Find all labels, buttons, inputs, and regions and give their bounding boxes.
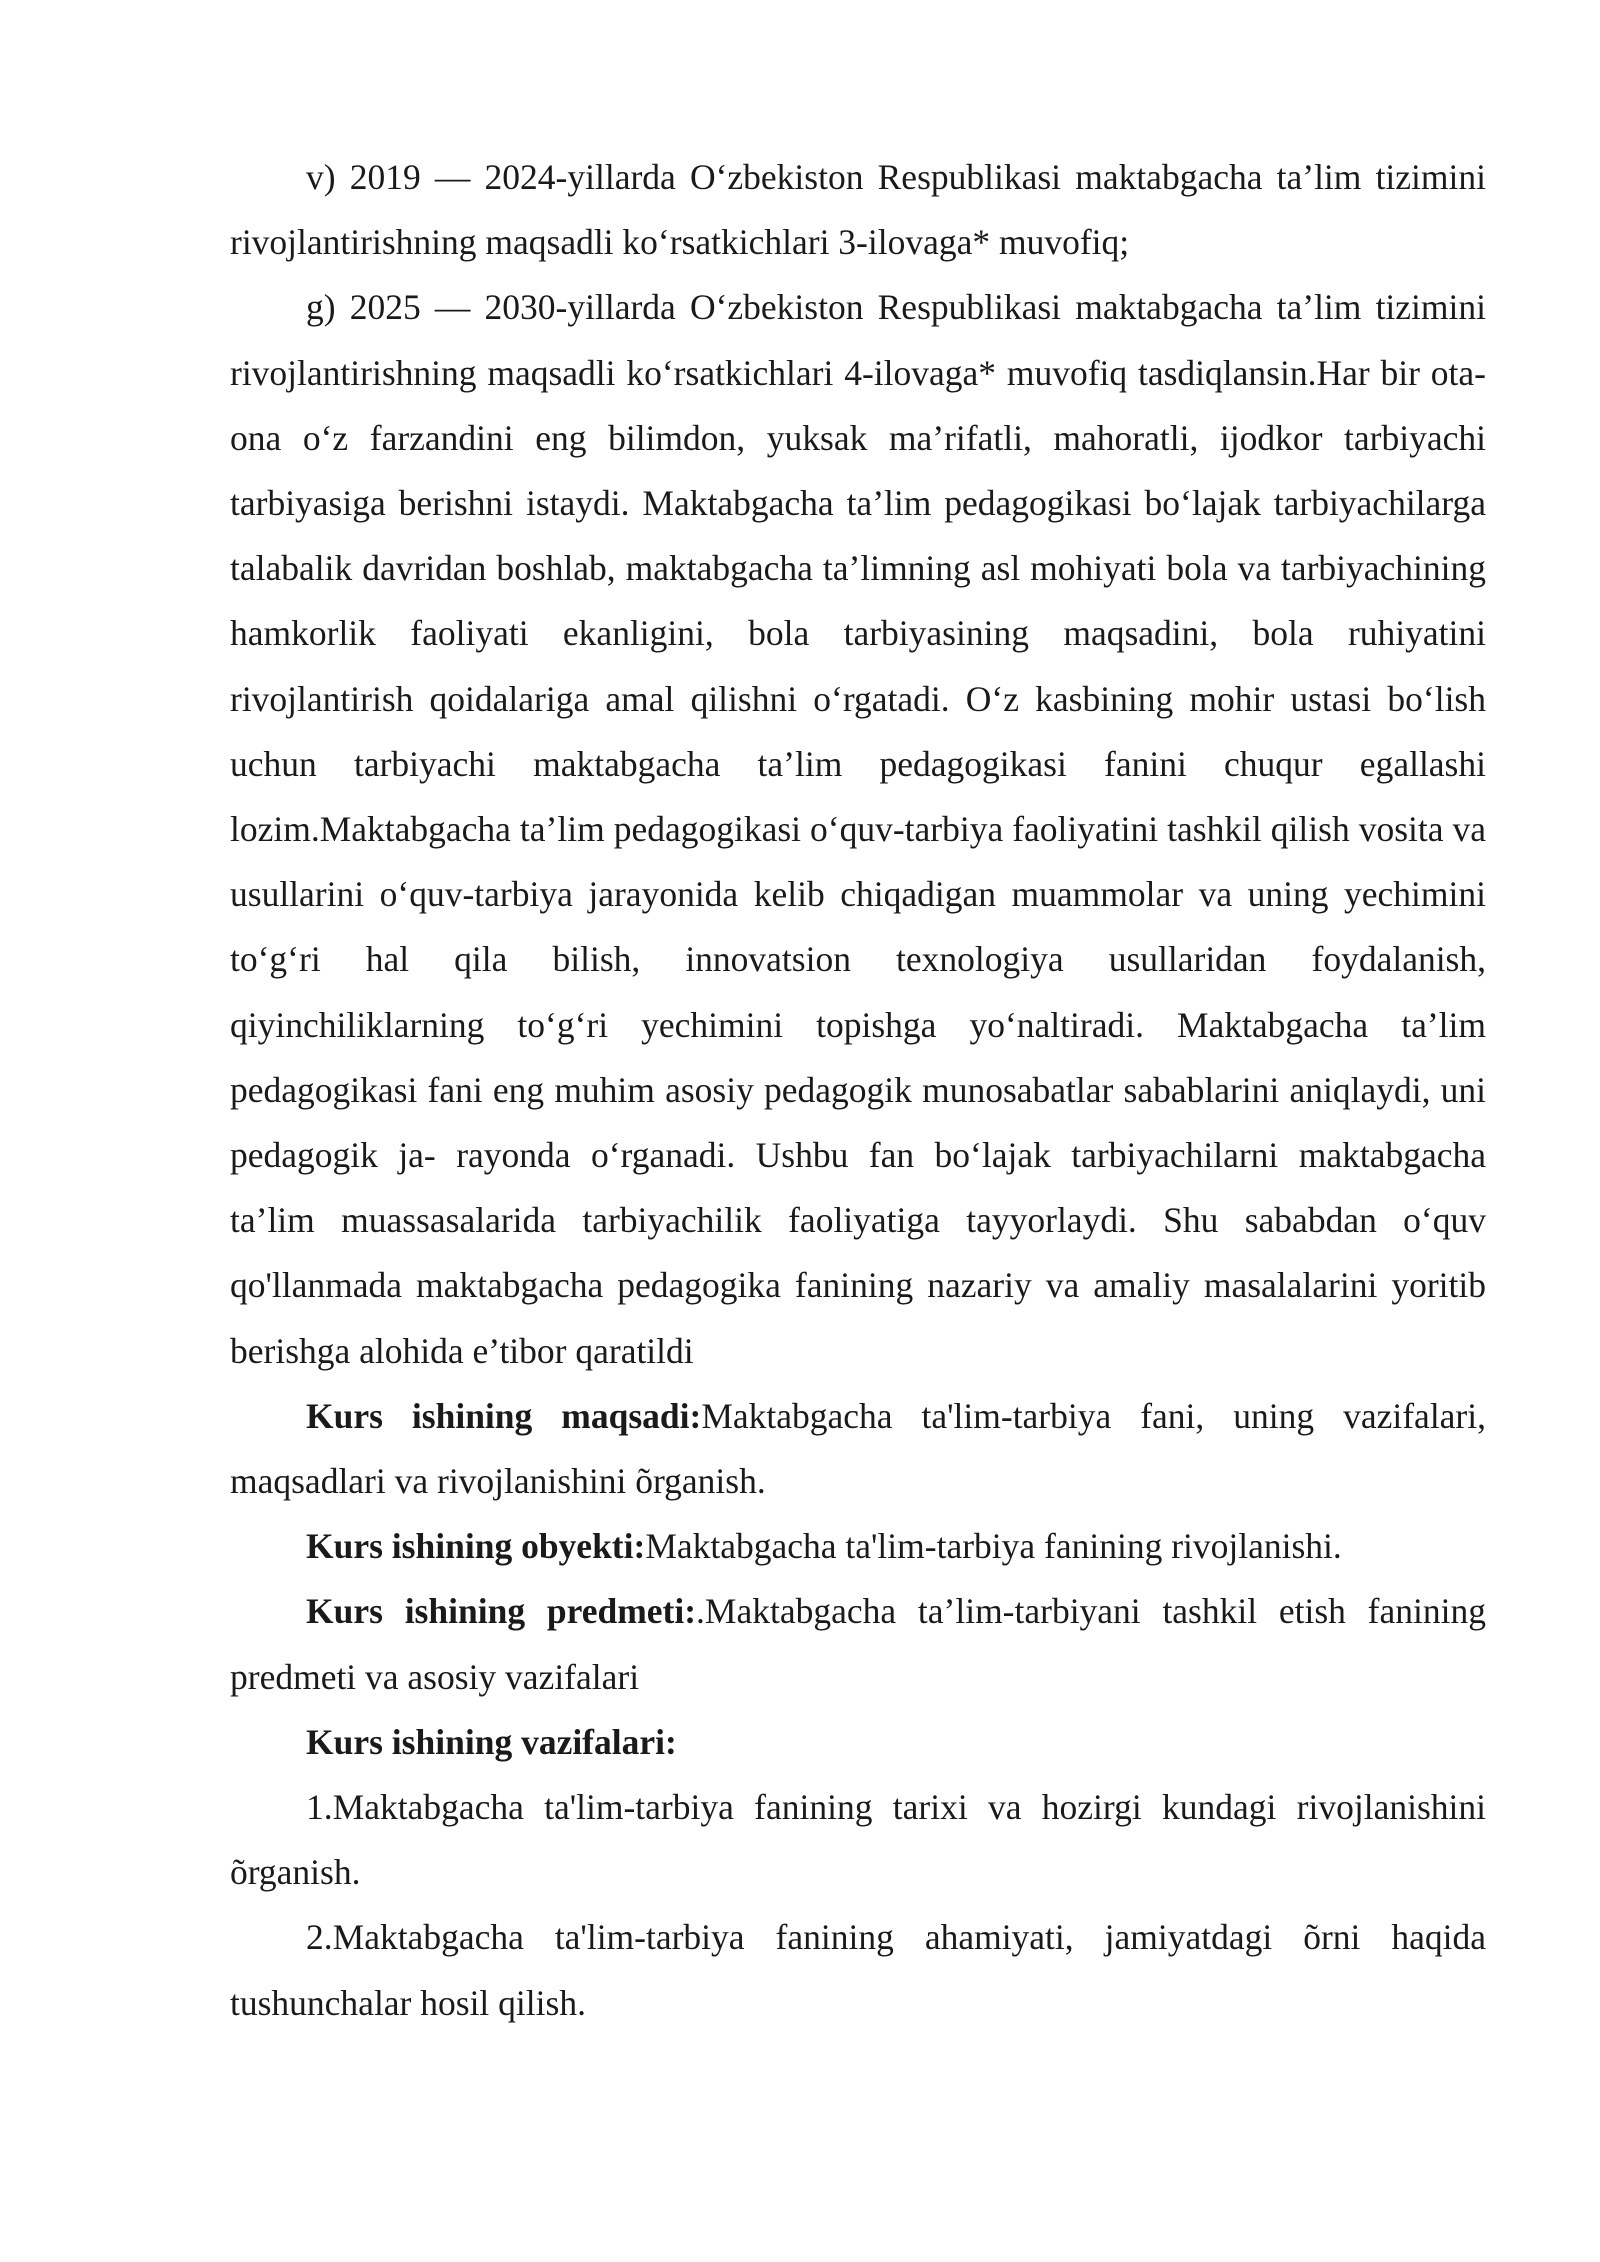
paragraph-vazifalari xyxy=(230,1710,1486,1775)
paragraph-maqsadi xyxy=(230,1384,1486,1514)
vazifalari-label: Kurs ishining vazifalari: xyxy=(306,1721,677,1762)
paragraph-v: v) 2019 — 2024-yillarda O‘zbekiston Respublikasi maktabgacha ta’lim tizimini rivojlantirishning maqsadli ko‘rsatkichlari 3-ilovaga* muvofiq; xyxy=(230,157,1486,263)
paragraph-predmeti xyxy=(230,1579,1486,1709)
document-page xyxy=(230,145,1486,2036)
task-item-1: 1.Maktabgacha ta'lim-tarbiya fanining tarixi va hozirgi kundagi rivojlanishini õrganish. xyxy=(230,1787,1486,1893)
task-item-2: 2.Maktabgacha ta'lim-tarbiya fanining ahamiyati, jamiyatdagi õrni haqida tushunchalar hosil qilish. xyxy=(230,1917,1486,2023)
predmeti-text: .Maktabgacha ta’lim-tarbiyani tashkil etish fanining predmeti va asosiy vazifalari xyxy=(230,1591,1486,1697)
maqsadi-label: Kurs ishining maqsadi: xyxy=(306,1395,702,1436)
predmeti-label: Kurs ishining predmeti: xyxy=(306,1591,697,1632)
paragraph-g: g) 2025 — 2030-yillarda O‘zbekiston Respublikasi maktabgacha ta’lim tizimini rivojlantirishning maqsadli ko‘rsatkichlari 4-ilovaga* muvofiq tasdiqlansin.Har bir ota-ona o‘z farzandini eng bilimdon, yuksak ma’rifatli, mahoratli, ijodkor tarbiyachi tarbiyasiga berishni istaydi. Maktabgacha ta’lim pedagogikasi bo‘lajak tarbiyachilarga talabalik davridan boshlab, maktabgacha ta’limning asl mohiyati bola va tarbiyachining hamkorlik faoliyati ekanligini, bola tarbiyasining maqsadini, bola ruhiyatini rivojlantirish qoidalariga amal qilishni o‘rgatadi. O‘z kasbining mohir ustasi bo‘lish uchun tarbiyachi maktabgacha ta’lim pedagogikasi fanini chuqur egallashi lozim.Maktabgacha ta’lim pedagogikasi o‘quv-tarbiya faoliyatini tashkil qilish vosita va usullarini o‘quv-tarbiya jarayonida kelib chiqadigan muammolar va uning yechimini to‘g‘ri hal qila bilish, innovatsion texnologiya usullaridan foydalanish, qiyinchiliklarning to‘g‘ri yechimini topishga yo‘naltiradi. Maktabgacha ta’lim pedagogikasi fani eng muhim asosiy pedagogik munosabatlar sabablarini aniqlaydi, uni pedagogik ja- rayonda o‘rganadi. Ushbu fan bo‘lajak tarbiyachilarni maktabgacha ta’lim muassasalarida tarbiyachilik faoliyatiga tayyorlaydi. Shu sababdan o‘quv qo'llanmada maktabgacha pedagogika fanining nazariy va amaliy masalalarini yoritib berishga alohida e’tibor qaratildi xyxy=(230,287,1486,1371)
obyekti-text: Maktabgacha ta'lim-tarbiya fanining rivojlanishi. xyxy=(645,1526,1342,1567)
obyekti-label: Kurs ishining obyekti: xyxy=(306,1526,646,1567)
maqsadi-text: Maktabgacha ta'lim-tarbiya fani, uning vazifalari, maqsadlari va rivojlanishini õrganish. xyxy=(230,1395,1486,1502)
paragraph-obyekti xyxy=(230,1514,1486,1579)
